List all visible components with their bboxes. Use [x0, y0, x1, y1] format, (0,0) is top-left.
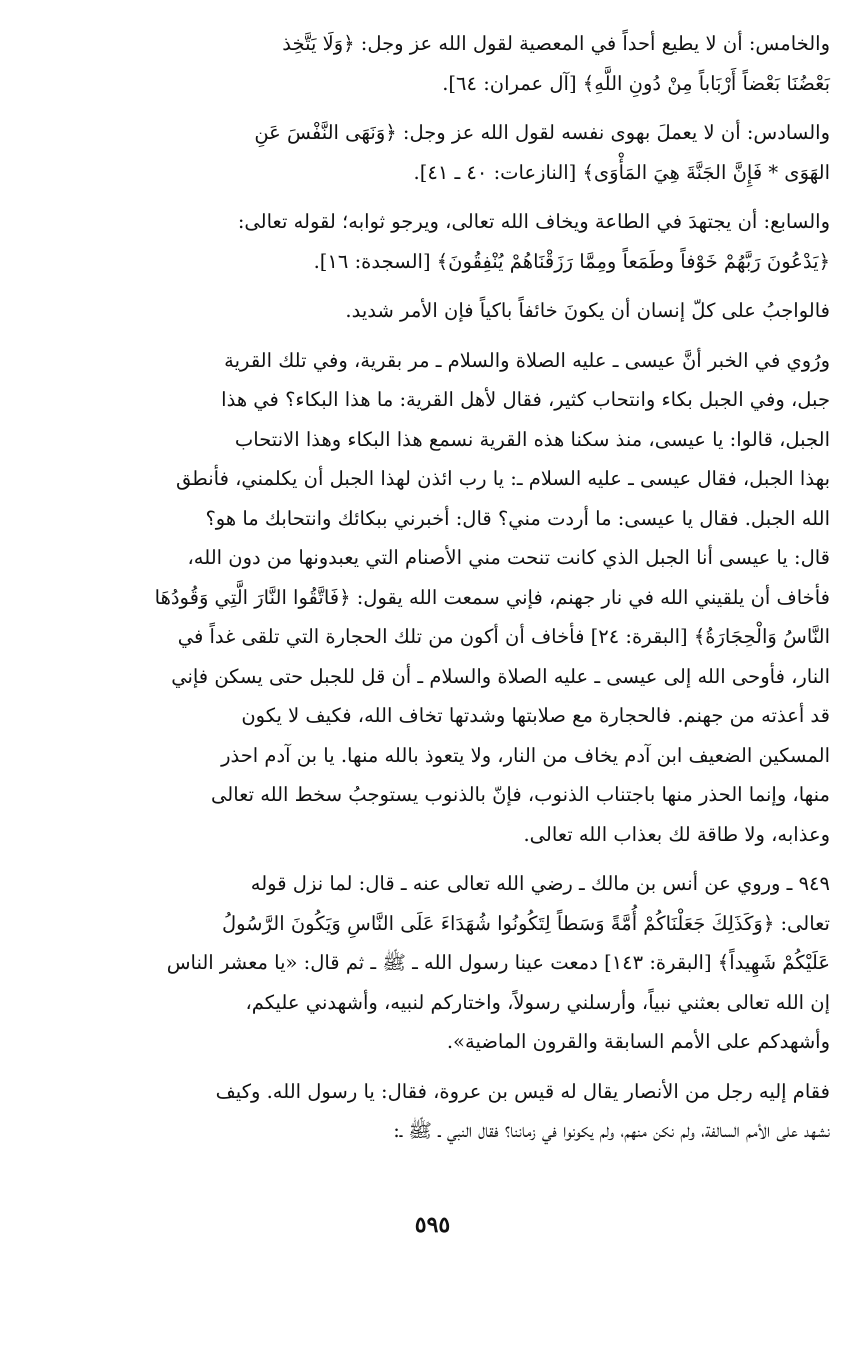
paragraph-qays — [38, 1072, 830, 1151]
text-line: إن الله تعالى بعثني نبياً، وأرسلني رسولاً، واختاركم لنبيه، وأشهدني عليكم، — [245, 990, 830, 1014]
paragraph-hadith-949 — [38, 864, 830, 1062]
page-body — [38, 24, 830, 1161]
text-line: عَلَيْكُمْ شَهِيداً﴾ [البقرة: ١٤٣] دمعت عينا رسول الله ـ ﷺ ـ ثم قال: «يا معشر الناس — [166, 951, 830, 974]
text-line: بَعْضُنَا بَعْضاً أَرْبَاباً مِنْ دُونِ اللَّهِ﴾ [آل عمران: ٦٤]. — [442, 71, 830, 95]
text-line: الهَوَى * فَإِنَّ الجَنَّةَ هِيَ المَأْوَى﴾ [النازعات: ٤٠ ـ ٤١]. — [413, 160, 830, 184]
text-line: نشهد على الأمم السالفة، ولم نكن منهم، ولم يكونوا في زماننا؟ فقال النبي ـ ﷺ ـ: — [393, 1119, 830, 1142]
text-line: فالواجبُ على كلّ إنسان أن يكونَ خائفاً باكياً فإن الأمر شديد. — [345, 299, 830, 322]
page-number: ٥٩٥ — [414, 1212, 451, 1238]
text-line: الجبل، قالوا: يا عيسى، منذ سكنا هذه القرية نسمع هذا البكاء وهذا الانتحاب — [234, 427, 830, 451]
text-line: ورُوي في الخبر أنَّ عيسى ـ عليه الصلاة والسلام ـ مر بقرية، وفي تلك القرية — [224, 348, 830, 372]
paragraph-fifth — [38, 24, 830, 103]
text-line: ﴿يَدْعُونَ رَبَّهُمْ خَوْفاً وطَمَعاً ومِمَّا رَزَقْنَاهُمْ يُنْفِقُونَ﴾ [السجدة: ١٦]. — [313, 249, 830, 273]
text-line: وأشهدكم على الأمم السابقة والقرون الماضية». — [446, 1030, 830, 1053]
text-line: فأخاف أن يلقيني الله في نار جهنم، فإني سمعت الله يقول: ﴿فَاتَّقُوا النَّارَ الَّتِي وَقُودُهَا — [154, 585, 830, 609]
text-line: والخامس: أن لا يطيع أحداً في المعصية لقول الله عز وجل: ﴿وَلَا يَتَّخِذ — [282, 32, 830, 55]
paragraph-sixth — [38, 113, 830, 192]
text-line: فقام إليه رجل من الأنصار يقال له قيس بن عروة، فقال: يا رسول الله. وكيف — [215, 1079, 830, 1103]
text-line: والسادس: أن لا يعملَ بهوى نفسه لقول الله عز وجل: ﴿وَنَهَى النَّفْسَ عَنِ — [254, 121, 830, 144]
text-line: جبل، وفي الجبل بكاء وانتحاب كثير، فقال لأهل القرية: ما هذا البكاء؟ في هذا — [221, 388, 830, 411]
paragraph-isa-story — [38, 341, 830, 855]
text-line: الله الجبل. فقال يا عيسى: ما أردت مني؟ قال: أخبرني ببكائك وانتحابك ما هو؟ — [205, 506, 830, 530]
text-line: النَّاسُ وَالْحِجَارَةُ﴾ [البقرة: ٢٤] فأخاف أن أكون من تلك الحجارة التي تلقى غداً في — [177, 625, 830, 648]
text-line: المسكين الضعيف ابن آدم يخاف من النار، ولا يتعوذ بالله منها. يا بن آدم احذر — [221, 743, 830, 767]
text-line: ٩٤٩ ـ وروي عن أنس بن مالك ـ رضي الله تعالى عنه ـ قال: لما نزل قوله — [250, 872, 830, 895]
text-line: والسابع: أن يجتهدَ في الطاعة ويخاف الله تعالى، ويرجو ثوابه؛ لقوله تعالى: — [237, 210, 830, 233]
text-line: قال: يا عيسى أنا الجبل الذي كانت تنحت مني الأصنام التي يعبدونها من دون الله، — [187, 546, 830, 569]
text-line: منها، وإنما الحذر منها باجتناب الذنوب، فإنّ بالذنوب يستوجبُ سخط الله تعالى — [211, 783, 830, 806]
text-line: النار، فأوحى الله إلى عيسى ـ عليه الصلاة والسلام ـ أن قل للجبل حتى يسكن فإني — [171, 664, 830, 688]
paragraph-seventh — [38, 202, 830, 281]
paragraph-obligation — [38, 291, 830, 331]
text-line: قد أعذته من جهنم. فالحجارة مع صلابتها وشدتها تخاف الله، فكيف لا يكون — [241, 704, 830, 727]
text-line: وعذابه، ولا طاقة لك بعذاب الله تعالى. — [523, 822, 830, 846]
text-line: بهذا الجبل، فقال عيسى ـ عليه السلام ـ: يا رب ائذن لهذا الجبل أن يكلمني، فأنطق — [175, 467, 830, 490]
text-line: تعالى: ﴿وَكَذَلِكَ جَعَلْنَاكُمْ أُمَّةً وَسَطاً لِتَكُونُوا شُهَدَاءَ عَلَى النَّاسِ وَيَكُونَ الرَّسُولُ — [221, 911, 830, 935]
